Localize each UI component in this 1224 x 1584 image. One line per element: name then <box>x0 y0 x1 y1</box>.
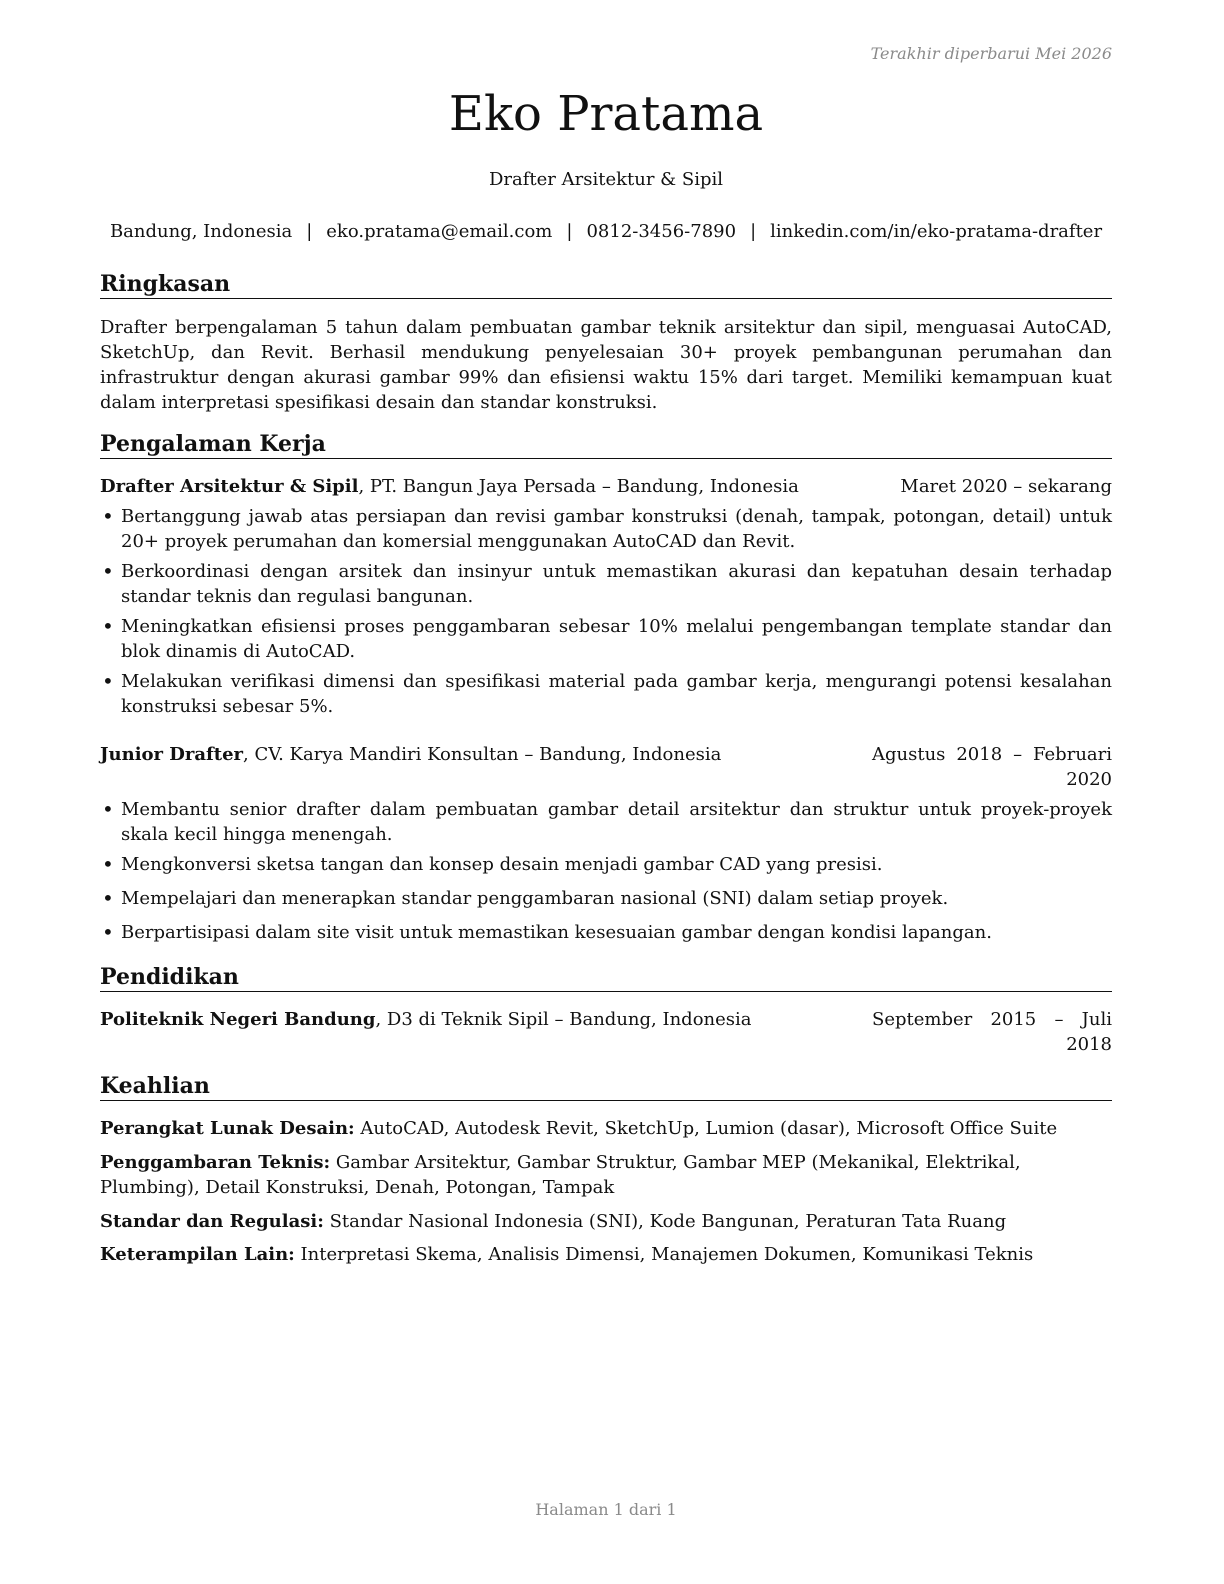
job-date: Maret 2020 – sekarang <box>900 476 1112 497</box>
job-role: Junior Drafter <box>100 744 244 765</box>
skill-label: Keterampilan Lain: <box>100 1244 295 1265</box>
page-number: Halaman 1 dari 1 <box>535 1500 677 1519</box>
resume-page <box>100 0 1112 1584</box>
skill-row <box>100 1150 1112 1200</box>
job-bullets <box>100 504 1112 719</box>
job-bullets <box>100 797 1112 945</box>
candidate-name: Eko Pratama <box>448 86 764 142</box>
contact-location: Bandung, Indonesia <box>109 221 293 242</box>
list-item: • Melakukan verifikasi dimensi dan spesifikasi material pada gambar kerja, mengurangi potensi kesalahan konstruksi sebesar 5%. <box>100 669 1112 719</box>
section-heading-education: Pendidikan <box>100 963 1112 992</box>
skill-label: Standar dan Regulasi: <box>100 1211 324 1232</box>
summary-text: Drafter berpengalaman 5 tahun dalam pembuatan gambar teknik arsitektur dan sipil, menguasai AutoCAD, SketchUp, dan Revit. Berhasil mendukung penyelesaian 30+ proyek pembangunan perumahan dan infrastruktur dengan akurasi gambar 99% dan efisiensi waktu 15% dari target. Memiliki kemampuan kuat dalam interpretasi spesifikasi desain dan standar konstruksi. <box>100 317 1112 413</box>
list-item: • Berpartisipasi dalam site visit untuk memastikan kesesuaian gambar dengan kondisi lapangan. <box>100 920 1112 945</box>
list-item: • Meningkatkan efisiensi proses penggambaran sebesar 10% melalui pengembangan template standar dan blok dinamis di AutoCAD. <box>100 614 1112 664</box>
list-item: • Mengkonversi sketsa tangan dan konsep desain menjadi gambar CAD yang presisi. <box>100 852 1112 877</box>
section-heading-experience: Pengalaman Kerja <box>100 430 1112 459</box>
skill-row <box>100 1116 1112 1141</box>
list-item: • Mempelajari dan menerapkan standar penggambaran nasional (SNI) dalam setiap proyek. <box>100 886 1112 911</box>
last-updated: Terakhir diperbarui Mei 2026 <box>870 44 1112 63</box>
skill-label: Perangkat Lunak Desain: <box>100 1118 355 1139</box>
list-item: • Berkoordinasi dengan arsitek dan insinyur untuk memastikan akurasi dan kepatuhan desain terhadap standar teknis dan regulasi bangunan. <box>100 559 1112 609</box>
education-detail: , D3 di Teknik Sipil – Bandung, Indonesia <box>375 1009 752 1030</box>
job-company: , PT. Bangun Jaya Persada – Bandung, Indonesia <box>358 476 799 497</box>
job-role: Drafter Arsitektur & Sipil <box>100 476 359 497</box>
contact-separator: | <box>750 221 757 242</box>
candidate-title: Drafter Arsitektur & Sipil <box>488 169 724 190</box>
education-school: Politeknik Negeri Bandung <box>100 1009 376 1030</box>
skill-row <box>100 1242 1112 1267</box>
education-entry <box>100 1007 1112 1055</box>
skill-value: Standar Nasional Indonesia (SNI), Kode Bangunan, Peraturan Tata Ruang <box>323 1211 1007 1232</box>
section-heading-skills: Keahlian <box>100 1072 1112 1101</box>
skill-value: Interpretasi Skema, Analisis Dimensi, Manajemen Dokumen, Komunikasi Teknis <box>294 1244 1034 1265</box>
skill-row <box>100 1209 1112 1234</box>
job-header <box>100 742 1112 790</box>
contact-linkedin[interactable]: linkedin.com/in/eko-pratama-drafter <box>770 221 1103 242</box>
job-date: Agustus 2018 – Februari 2020 <box>872 744 1112 790</box>
job-header <box>100 474 1112 499</box>
skill-label: Penggambaran Teknis: <box>100 1152 331 1173</box>
list-item: • Membantu senior drafter dalam pembuatan gambar detail arsitektur dan struktur untuk proyek-proyek skala kecil hingga menengah. <box>100 797 1112 847</box>
contact-line <box>100 219 1112 245</box>
skill-value: AutoCAD, Autodesk Revit, SketchUp, Lumion (dasar), Microsoft Office Suite <box>354 1118 1058 1139</box>
education-date: September 2015 – Juli 2018 <box>872 1009 1112 1055</box>
contact-email[interactable]: eko.pratama@email.com <box>326 221 553 242</box>
job-company: , CV. Karya Mandiri Konsultan – Bandung, Indonesia <box>243 744 722 765</box>
list-item: • Bertanggung jawab atas persiapan dan revisi gambar konstruksi (denah, tampak, potongan, detail) untuk 20+ proyek perumahan dan komersial menggunakan AutoCAD dan Revit. <box>100 504 1112 554</box>
contact-separator: | <box>306 221 313 242</box>
section-heading-summary: Ringkasan <box>100 270 1112 299</box>
skill-value: Gambar Arsitektur, Gambar Struktur, Gambar MEP (Mekanikal, Elektrikal, Plumbing), Detail Konstruksi, Denah, Potongan, Tampak <box>100 1152 1021 1198</box>
contact-phone: 0812-3456-7890 <box>586 221 737 242</box>
contact-separator: | <box>566 221 573 242</box>
